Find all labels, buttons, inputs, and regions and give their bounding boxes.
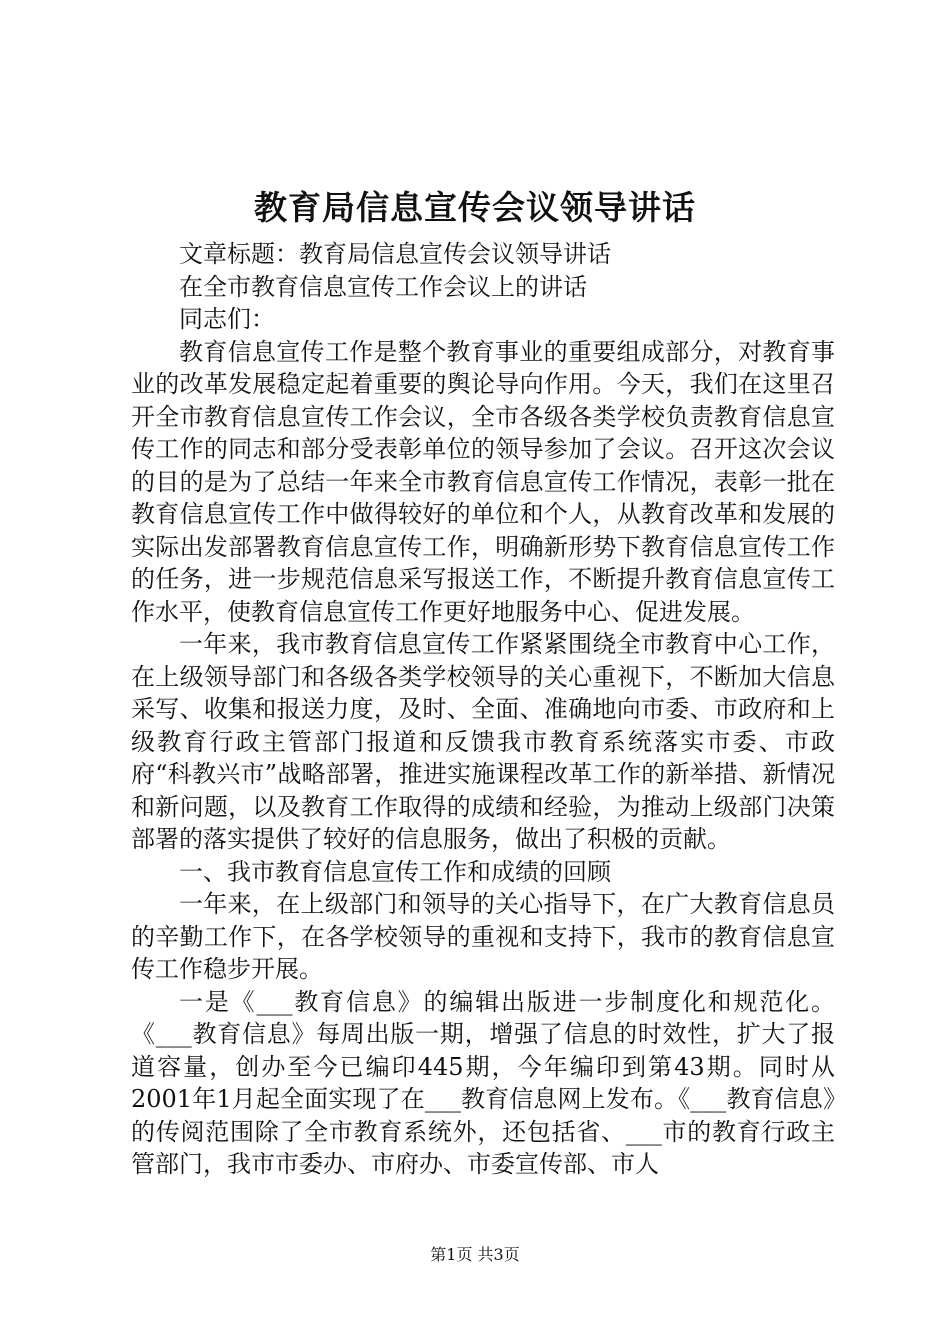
salutation: 同志们：: [179, 305, 275, 333]
section-heading: 一、我市教育信息宣传工作和成绩的回顾: [179, 857, 611, 886]
document-title: 教育局信息宣传会议领导讲话: [254, 188, 696, 227]
article-title-line: 文章标题：教育局信息宣传会议领导讲话: [179, 240, 611, 268]
page-number-footer: 第1页 共3页: [430, 1245, 520, 1264]
document-body: [131, 238, 835, 1181]
speech-subtitle: 在全市教育信息宣传工作会议上的讲话: [179, 272, 587, 301]
body-paragraph: 一年来，我市教育信息宣传工作紧紧围绕全市教育中心工作，在上级领导部门和各级各类学校领导的关心重视下，不断加大信息采写、收集和报送力度，及时、全面、准确地向市委、市政府和上级教育行政主管部门报道和反馈我市教育系统落实市委、市政府“科教兴市”战略部署，推进实施课程改革工作的新举措、新情况和新问题，以及教育工作取得的成绩和经验，为推动上级部门决策部署的落实提供了较好的信息服务，做出了积极的贡献。: [131, 630, 835, 853]
body-paragraph: 一是《___教育信息》的编辑出版进一步制度化和规范化。《___教育信息》每周出版一期，增强了信息的时效性，扩大了报道容量，创办至今已编印445期，今年编印到第43期。同时从2001年1月起全面实现了在___教育信息网上发布。《___教育信息》的传阅范围除了全市教育系统外，还包括省、___市的教育行政主管部门，我市市委办、市府办、市委宣传部、市人: [131, 987, 835, 1178]
body-paragraph: 教育信息宣传工作是整个教育事业的重要组成部分，对教育事业的改革发展稳定起着重要的舆论导向作用。今天，我们在这里召开全市教育信息宣传工作会议，全市各级各类学校负责教育信息宣传工作的同志和部分受表彰单位的领导参加了会议。召开这次会议的目的是为了总结一年来全市教育信息宣传工作情况，表彰一批在教育信息宣传工作中做得较好的单位和个人，从教育改革和发展的实际出发部署教育信息宣传工作，明确新形势下教育信息宣传工作的任务，进一步规范信息采写报送工作，不断提升教育信息宣传工作水平，使教育信息宣传工作更好地服务中心、促进发展。: [131, 337, 835, 626]
body-paragraph: 一年来，在上级部门和领导的关心指导下，在广大教育信息员的辛勤工作下，在各学校领导的重视和支持下，我市的教育信息宣传工作稳步开展。: [131, 890, 835, 983]
